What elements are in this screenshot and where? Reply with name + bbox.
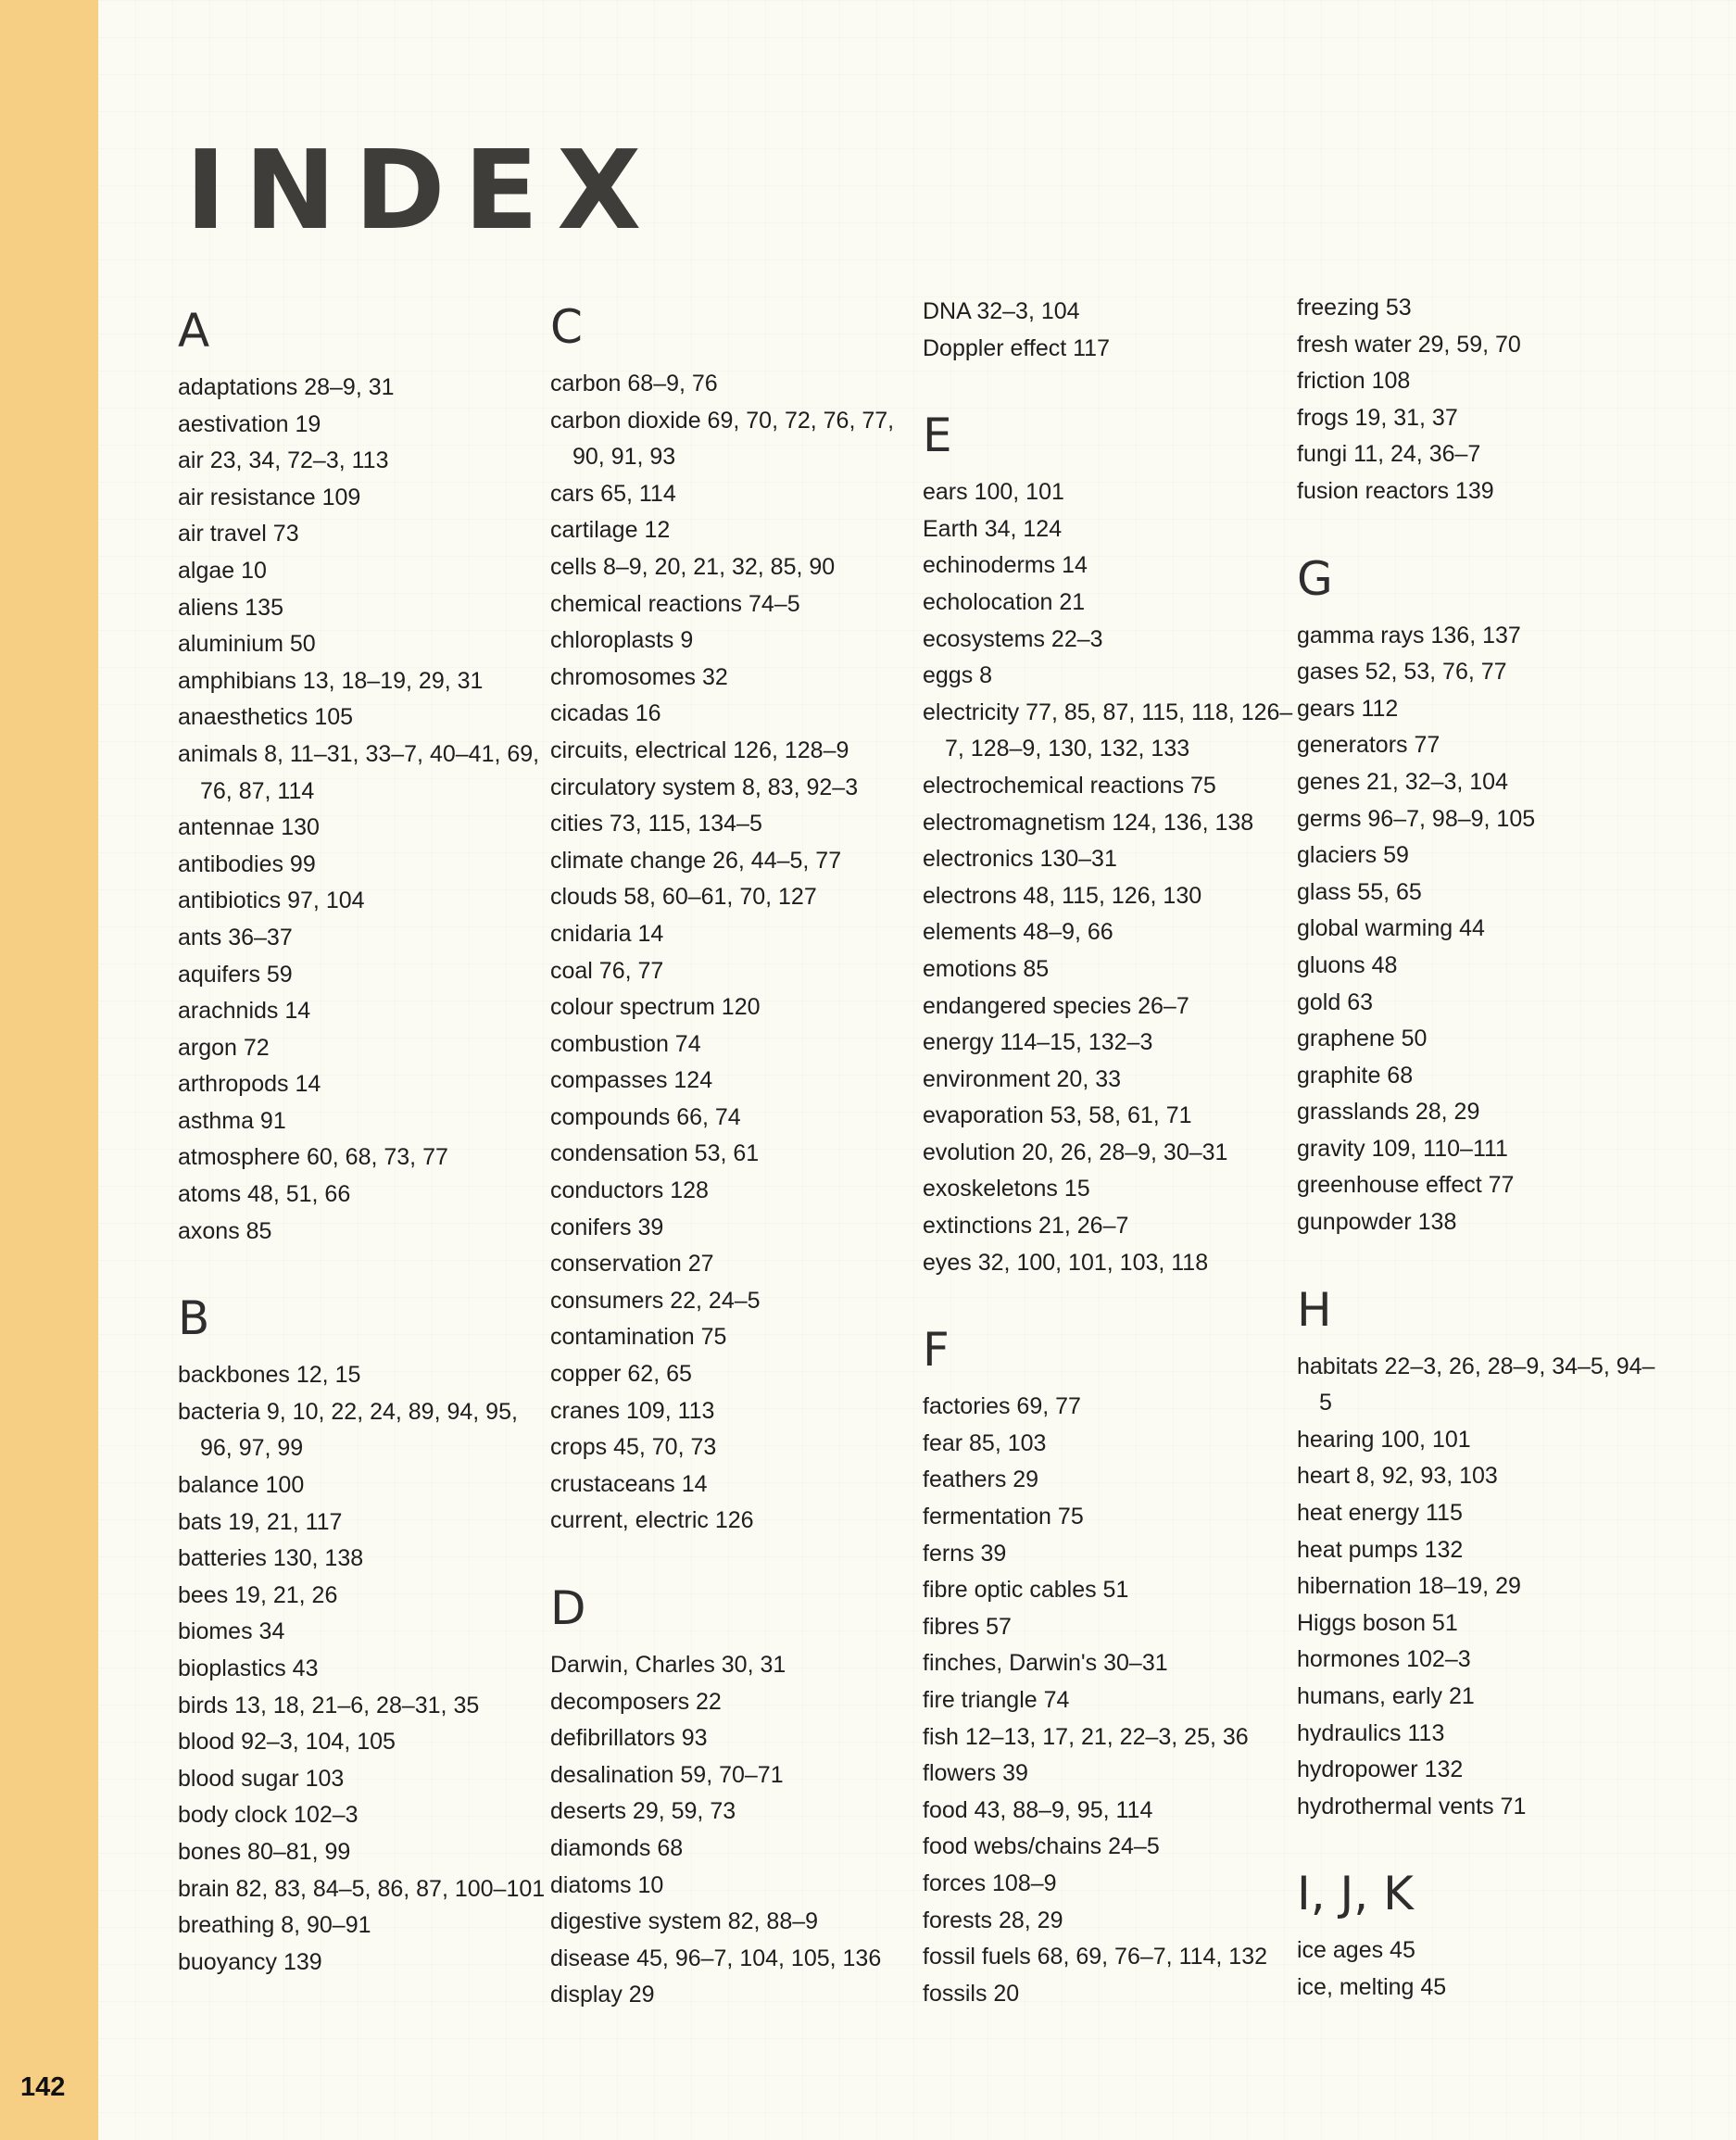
index-entry: hibernation 18–19, 29 xyxy=(1297,1573,1521,1600)
index-entry: DNA 32–3, 104 xyxy=(923,298,1080,324)
index-entry: decomposers 22 xyxy=(550,1688,722,1715)
index-entry: gluons 48 xyxy=(1297,951,1398,978)
section-letter: B xyxy=(178,1291,210,1346)
index-entry: echolocation 21 xyxy=(923,588,1086,615)
index-entry: gunpowder 138 xyxy=(1297,1209,1457,1236)
index-entry: fossils 20 xyxy=(923,1980,1020,2007)
index-entry: ice ages 45 xyxy=(1297,1937,1415,1964)
index-entry: fresh water 29, 59, 70 xyxy=(1297,331,1521,358)
section-gap xyxy=(923,367,1293,406)
index-entry: fusion reactors 139 xyxy=(1297,477,1494,504)
index-entry: atmosphere 60, 68, 73, 77 xyxy=(178,1144,448,1171)
index-entry: blood sugar 103 xyxy=(178,1765,345,1792)
index-entry: evolution 20, 26, 28–9, 30–31 xyxy=(923,1139,1228,1165)
index-entry: arachnids 14 xyxy=(178,998,311,1025)
index-entry: chromosomes 32 xyxy=(550,663,728,690)
index-entry: forests 28, 29 xyxy=(923,1907,1063,1933)
section-gap xyxy=(1297,1825,1667,1864)
index-entry: gases 52, 53, 76, 77 xyxy=(1297,659,1507,686)
section-gap xyxy=(178,1250,548,1289)
index-entry: ferns 39 xyxy=(923,1540,1007,1567)
index-entry: habitats 22–3, 26, 28–9, 34–5, 94–5 xyxy=(1297,1353,1655,1416)
index-column-1 xyxy=(178,301,548,1981)
index-entry: flowers 39 xyxy=(923,1760,1028,1787)
index-entry: Darwin, Charles 30, 31 xyxy=(550,1652,786,1678)
index-entry: evaporation 53, 58, 61, 71 xyxy=(923,1102,1192,1129)
index-entry: electronics 130–31 xyxy=(923,846,1117,873)
index-entry: bees 19, 21, 26 xyxy=(178,1581,338,1608)
index-entry: fear 85, 103 xyxy=(923,1429,1047,1456)
index-entry: colour spectrum 120 xyxy=(550,994,761,1021)
section-letter: C xyxy=(550,300,583,354)
index-entry: aluminium 50 xyxy=(178,631,316,658)
index-entry: air travel 73 xyxy=(178,521,299,548)
index-entry: compounds 66, 74 xyxy=(550,1103,741,1130)
index-entry: combustion 74 xyxy=(550,1030,701,1057)
index-entry: deserts 29, 59, 73 xyxy=(550,1798,736,1825)
index-column-2 xyxy=(550,297,921,2014)
index-entry: genes 21, 32–3, 104 xyxy=(1297,768,1508,795)
index-entry: fibre optic cables 51 xyxy=(923,1577,1129,1604)
index-entry: conservation 27 xyxy=(550,1251,714,1278)
index-entry: body clock 102–3 xyxy=(178,1802,359,1829)
index-entry: crustaceans 14 xyxy=(550,1470,708,1497)
index-entry: birds 13, 18, 21–6, 28–31, 35 xyxy=(178,1692,480,1718)
index-entry: electromagnetism 124, 136, 138 xyxy=(923,809,1254,836)
section-gap xyxy=(1297,510,1667,549)
index-entry: environment 20, 33 xyxy=(923,1065,1122,1092)
section-letter: E xyxy=(923,409,952,463)
index-entry: balance 100 xyxy=(178,1472,305,1499)
index-entry: frogs 19, 31, 37 xyxy=(1297,404,1458,431)
index-entry: biomes 34 xyxy=(178,1618,285,1645)
index-entry: copper 62, 65 xyxy=(550,1361,692,1388)
index-entry: exoskeletons 15 xyxy=(923,1176,1090,1202)
index-entry: asthma 91 xyxy=(178,1107,286,1134)
index-entry: electrochemical reactions 75 xyxy=(923,772,1216,799)
index-entry: greenhouse effect 77 xyxy=(1297,1172,1515,1199)
index-entry: conifers 39 xyxy=(550,1214,664,1240)
index-entry: fungi 11, 24, 36–7 xyxy=(1297,441,1481,468)
index-entry: echinoderms 14 xyxy=(923,552,1088,579)
index-entry: antibodies 99 xyxy=(178,850,316,877)
index-entry: hydrothermal vents 71 xyxy=(1297,1793,1527,1819)
index-entry: graphene 50 xyxy=(1297,1026,1428,1052)
index-entry: air 23, 34, 72–3, 113 xyxy=(178,447,389,474)
index-entry: electrons 48, 115, 126, 130 xyxy=(923,882,1202,909)
index-entry: backbones 12, 15 xyxy=(178,1362,361,1389)
index-entry: factories 69, 77 xyxy=(923,1393,1081,1420)
index-entry: grasslands 28, 29 xyxy=(1297,1099,1480,1126)
index-entry: argon 72 xyxy=(178,1034,270,1061)
index-entry: brain 82, 83, 84–5, 86, 87, 100–101 xyxy=(178,1875,546,1902)
index-entry: blood 92–3, 104, 105 xyxy=(178,1729,396,1756)
index-entry: hearing 100, 101 xyxy=(1297,1426,1471,1453)
index-entry: batteries 130, 138 xyxy=(178,1545,364,1572)
index-entry: circulatory system 8, 83, 92–3 xyxy=(550,774,859,800)
index-entry: defibrillators 93 xyxy=(550,1725,708,1752)
index-entry: contamination 75 xyxy=(550,1324,727,1351)
index-entry: feathers 29 xyxy=(923,1467,1039,1493)
index-entry: arthropods 14 xyxy=(178,1071,321,1098)
index-entry: graphite 68 xyxy=(1297,1062,1414,1089)
index-entry: germs 96–7, 98–9, 105 xyxy=(1297,805,1536,832)
index-entry: atoms 48, 51, 66 xyxy=(178,1181,351,1208)
index-entry: food webs/chains 24–5 xyxy=(923,1833,1160,1860)
index-entry: glaciers 59 xyxy=(1297,842,1409,869)
index-entry: display 29 xyxy=(550,1982,655,2008)
index-entry: diamonds 68 xyxy=(550,1834,684,1861)
index-entry: current, electric 126 xyxy=(550,1507,754,1534)
section-letter: F xyxy=(923,1323,950,1378)
index-entry: cars 65, 114 xyxy=(550,480,676,507)
section-letter: D xyxy=(550,1581,586,1635)
index-entry: elements 48–9, 66 xyxy=(923,919,1113,946)
index-entry: extinctions 21, 26–7 xyxy=(923,1213,1129,1240)
index-entry: diatoms 10 xyxy=(550,1871,664,1898)
index-entry: adaptations 28–9, 31 xyxy=(178,374,395,400)
index-entry: aliens 135 xyxy=(178,594,283,621)
index-entry: ecosystems 22–3 xyxy=(923,625,1103,652)
index-entry: hydropower 132 xyxy=(1297,1756,1464,1783)
section-letter: G xyxy=(1297,551,1333,606)
section-letter: H xyxy=(1297,1282,1332,1337)
index-entry: cartilage 12 xyxy=(550,517,671,544)
index-entry: bacteria 9, 10, 22, 24, 89, 94, 95, 96, 97, 99 xyxy=(178,1398,518,1462)
index-entry: ice, melting 45 xyxy=(1297,1973,1447,2000)
index-entry: eggs 8 xyxy=(923,662,993,689)
index-entry: carbon 68–9, 76 xyxy=(550,371,718,397)
index-entry: forces 108–9 xyxy=(923,1869,1057,1896)
page-number: 142 xyxy=(20,2072,66,2102)
index-entry: ants 36–37 xyxy=(178,924,293,950)
section-gap xyxy=(550,1540,921,1579)
index-entry: breathing 8, 90–91 xyxy=(178,1912,371,1939)
index-entry: crops 45, 70, 73 xyxy=(550,1434,717,1461)
index-entry: cnidaria 14 xyxy=(550,920,664,947)
index-entry: heat energy 115 xyxy=(1297,1500,1463,1527)
index-entry: antennae 130 xyxy=(178,814,320,841)
index-column-3 xyxy=(923,294,1293,2012)
index-entry: energy 114–15, 132–3 xyxy=(923,1029,1153,1056)
index-entry: cells 8–9, 20, 21, 32, 85, 90 xyxy=(550,553,836,580)
page-title: INDEX xyxy=(185,126,660,254)
index-entry: algae 10 xyxy=(178,557,267,584)
index-entry: cranes 109, 113 xyxy=(550,1397,715,1424)
index-entry: bats 19, 21, 117 xyxy=(178,1508,343,1535)
index-entry: clouds 58, 60–61, 70, 127 xyxy=(550,884,817,911)
index-entry: emotions 85 xyxy=(923,955,1050,982)
index-entry: consumers 22, 24–5 xyxy=(550,1287,761,1314)
index-entry: amphibians 13, 18–19, 29, 31 xyxy=(178,667,484,694)
index-entry: fibres 57 xyxy=(923,1613,1012,1640)
index-entry: aestivation 19 xyxy=(178,410,321,437)
index-entry: heart 8, 92, 93, 103 xyxy=(1297,1463,1498,1490)
index-entry: air resistance 109 xyxy=(178,484,361,510)
index-entry: eyes 32, 100, 101, 103, 118 xyxy=(923,1249,1209,1276)
index-entry: coal 76, 77 xyxy=(550,957,664,984)
index-entry: condensation 53, 61 xyxy=(550,1140,760,1167)
index-entry: carbon dioxide 69, 70, 72, 76, 77, 90, 91, 93 xyxy=(550,407,895,471)
index-entry: anaesthetics 105 xyxy=(178,704,354,731)
index-column-4 xyxy=(1297,290,1667,2007)
index-entry: compasses 124 xyxy=(550,1067,713,1094)
section-letter: I, J, K xyxy=(1297,1867,1414,1921)
index-entry: chemical reactions 74–5 xyxy=(550,590,800,617)
index-entry: bioplastics 43 xyxy=(178,1655,319,1681)
index-entry: generators 77 xyxy=(1297,732,1440,759)
index-entry: gears 112 xyxy=(1297,695,1399,722)
index-entry: gamma rays 136, 137 xyxy=(1297,622,1521,648)
index-entry: conductors 128 xyxy=(550,1177,709,1204)
index-entry: fire triangle 74 xyxy=(923,1687,1070,1713)
index-entry: digestive system 82, 88–9 xyxy=(550,1908,819,1935)
index-entry: animals 8, 11–31, 33–7, 40–41, 69, 76, 87, 114 xyxy=(178,740,540,804)
section-gap xyxy=(1297,1241,1667,1280)
index-entry: disease 45, 96–7, 104, 105, 136 xyxy=(550,1945,882,1971)
index-entry: humans, early 21 xyxy=(1297,1683,1475,1709)
index-entry: aquifers 59 xyxy=(178,961,293,988)
index-entry: Higgs boson 51 xyxy=(1297,1609,1458,1636)
section-letter: A xyxy=(178,304,210,358)
page-margin-band xyxy=(0,0,98,2140)
index-entry: desalination 59, 70–71 xyxy=(550,1761,784,1788)
index-entry: Earth 34, 124 xyxy=(923,515,1063,542)
index-entry: electricity 77, 85, 87, 115, 118, 126–7, 128–9, 130, 132, 133 xyxy=(923,699,1293,762)
index-entry: hormones 102–3 xyxy=(1297,1646,1471,1673)
index-entry: finches, Darwin's 30–31 xyxy=(923,1650,1168,1677)
index-entry: friction 108 xyxy=(1297,368,1411,395)
index-entry: cities 73, 115, 134–5 xyxy=(550,811,762,837)
index-entry: axons 85 xyxy=(178,1217,272,1244)
index-entry: ears 100, 101 xyxy=(923,479,1064,506)
section-gap xyxy=(923,1281,1293,1320)
index-entry: fossil fuels 68, 69, 76–7, 114, 132 xyxy=(923,1944,1268,1970)
index-entry: climate change 26, 44–5, 77 xyxy=(550,847,842,874)
index-entry: endangered species 26–7 xyxy=(923,992,1189,1019)
index-entry: fish 12–13, 17, 21, 22–3, 25, 36 xyxy=(923,1723,1249,1750)
index-entry: antibiotics 97, 104 xyxy=(178,887,365,914)
index-entry: fermentation 75 xyxy=(923,1504,1084,1530)
index-entry: gravity 109, 110–111 xyxy=(1297,1135,1508,1162)
index-entry: circuits, electrical 126, 128–9 xyxy=(550,736,849,763)
index-entry: food 43, 88–9, 95, 114 xyxy=(923,1796,1153,1823)
index-entry: buoyancy 139 xyxy=(178,1948,322,1975)
index-entry: freezing 53 xyxy=(1297,295,1412,321)
index-entry: hydraulics 113 xyxy=(1297,1719,1445,1746)
index-entry: bones 80–81, 99 xyxy=(178,1838,351,1865)
index-entry: chloroplasts 9 xyxy=(550,627,694,654)
index-entry: Doppler effect 117 xyxy=(923,334,1110,361)
index-entry: global warming 44 xyxy=(1297,915,1485,942)
index-entry: gold 63 xyxy=(1297,988,1374,1015)
index-entry: glass 55, 65 xyxy=(1297,878,1422,905)
index-entry: cicadas 16 xyxy=(550,700,661,727)
index-entry: heat pumps 132 xyxy=(1297,1536,1464,1563)
